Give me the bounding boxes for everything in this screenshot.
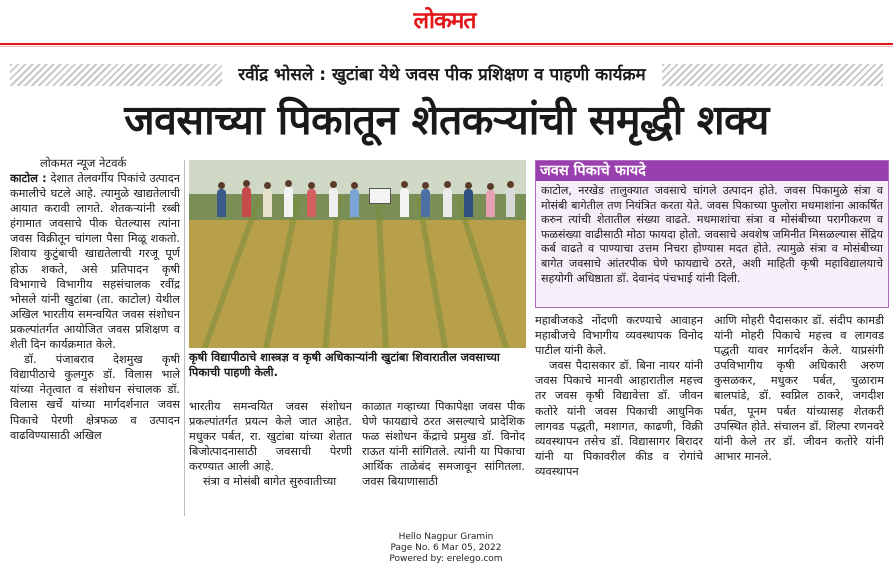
footer-page: Page No. 6 Mar 05, 2022 [390, 543, 502, 553]
article-column-3 [362, 399, 525, 517]
col2-para-1: भारतीय समन्वयित जवस संशोधन प्रकल्पांतर्गत प्रयत्न केले जात आहेत. मधुकर पर्बत, रा. खुटांबा यांच्या शेतात बिजोत्पादनासाठी जवसाची पेरणी करण्यात आली आहे. [189, 400, 352, 474]
kicker-hatch-right [662, 64, 883, 86]
col1-para-1: देशात तेलवर्गीय पिकांचे उत्पादन कमालीचे घटले आहे. त्यामुळे खाद्यतेलाची आयात करावी लागते. शेतकऱ्यांनी रब्बी हंगामात जवसाचे पीक घेतल्यास त्यांना जवस विक्रीतून चांगला पैसा मिळू शकतो. शिवाय कुटुंबाची खाद्यतेलाची गरजू पूर्ण होऊ शकते, असे प्रतिपादन कृषी विभागाचे विभागीय सहसंचालक रवींद्र भोसले यांनी खुटांबा (ता. काटोल) येथील अखिल भारतीय समन्वयित जवस संशोधन प्रकल्पांतर्गत आयोजित जवस प्रशिक्षण व शेती दिन कार्यक्रमात केले. [10, 172, 180, 352]
col3-para-1: काळात गव्हाच्या पिकापेक्षा जवस पीक घेणे फायद्याचे ठरत असल्याचे प्रादेशिक फळ संशोधन केंद्राचे प्रमुख डॉ. विनोद राऊत यांनी सांगितले. त्यांनी या पिकाचा आर्थिक ताळेबंद समजावून सांगितला. जवस बियाणासाठी [362, 400, 525, 489]
article-column-2 [189, 399, 352, 517]
dateline: काटोल : [10, 172, 47, 185]
col5-para-1: आणि मोहरी पैदासकार डॉ. संदीप कामडी यांनी मोहरी पिकाचे महत्त्व व लागवड पद्धती यावर मार्गदर्शन केले. याप्रसंगी उपविभागीय कृषी अधिकारी अरुण कुसळकर, मधुकर पर्बत, चुळाराम बालपांडे, डॉ. स्वप्निल ठाकरे, जगदीश पर्बत, पूनम पर्बत यांच्यासह शेतकरी उपस्थित होते. संचालन डॉ. शिल्पा रणनवरे यांनी केले तर डॉ. जीवन कतोरे यांनी आभार मानले. [714, 314, 884, 463]
col4-para-2: जवस पैदासकार डॉ. बिना नायर यांनी जवस पिकाचे मानवी आहारातील महत्त्व तर जवस कृषी विद्यावेत्ता डॉ. जीवन कतोरे यांनी जवस पिकाची आधुनिक लागवड पद्धती, मशागत, काढणी, विक्री व्यवस्थापन तसेच डॉ. विद्यासागर बिरादर यांनी या पिकावरील कीड व रोगांचे व्यवस्थापन [535, 359, 703, 478]
kicker: रवींद्र भोसले : खुटांबा येथे जवस पीक प्रशिक्षण व पाहणी कार्यक्रम [222, 62, 662, 88]
photo-caption: कृषी विद्यापीठाचे शास्त्रज्ञ व कृषी अधिकाऱ्यांनी खुटांबा शिवारातील जवसाच्या पिकाची पाहणी केली. [189, 351, 500, 379]
article-column-5 [714, 313, 884, 517]
col1-para-2: डॉ. पंजाबराव देशमुख कृषी विद्यापीठाचे कुलगुरु डॉ. विलास भाले यांच्या नेतृत्वात व संशोधन संचालक डॉ. विलास खर्चे यांच्या मार्गदर्शनात जवस पिकाचे पेरणी क्षेत्रफळ व उत्पादन वाढविण्यासाठी अखिल [10, 353, 180, 442]
byline: लोकमत न्यूज नेटवर्क [40, 156, 127, 170]
article-column-1 [10, 171, 180, 516]
sidebar-title: जवस पिकाचे फायदे [536, 161, 888, 181]
footer-powered: Powered by: erelego.com [389, 554, 503, 564]
headline: जवसाच्या पिकातून शेतकऱ्यांची समृद्धी शक्य [124, 96, 769, 144]
sidebar-text: काटोल, नरखेड तालुक्यात जवसाचे चांगले उत्पादन होते. जवस पिकामुळे संत्रा व मोसंबी बागेतील तण नियंत्रित करता येते. जवस पिकाच्या फुलोरा मधमाशांना आकर्षित करुन त्यांची शेतातील संख्या वाढते. मधमाशांचा संत्रा व मोसंबीच्या परागीकरण व फळसंख्या वाढीसाठी मोठा फायदा होतो. जवसाचे अवशेष जमिनीत मिसळल्यास सेंद्रिय कर्ब वाढते व पाण्याचा उत्तम निचरा होण्यास मदत होते. त्यामुळे संत्रा व मोसंबीच्या बागेत जवसाचे आंतरपीक घेणे फायद्याचे ठरते, अशी माहिती कृषी महाविद्यालयाचे सहयोगी अधिष्ठाता डॉ. देवानंद पंचभाई यांनी दिली. [541, 184, 883, 285]
col2-para-2: संत्रा व मोसंबी बागेत सुरुवातीच्या [203, 475, 337, 489]
col4-para-1: महाबीजकडे नोंदणी करण्याचे आवाहन महाबीजचे विभागीय व्यवस्थापक विनोद पाटील यांनी केले. [535, 314, 703, 358]
page-footer [346, 532, 546, 565]
masthead-rule-thin [0, 46, 893, 47]
kicker-hatch-left [10, 64, 222, 86]
lokmat-logo: लोकमत [413, 7, 476, 34]
field-photo [189, 160, 526, 348]
article-column-4 [535, 313, 703, 517]
footer-edition: Hello Nagpur Gramin [398, 532, 494, 542]
column-rule [184, 160, 185, 516]
masthead-rule [0, 43, 893, 45]
